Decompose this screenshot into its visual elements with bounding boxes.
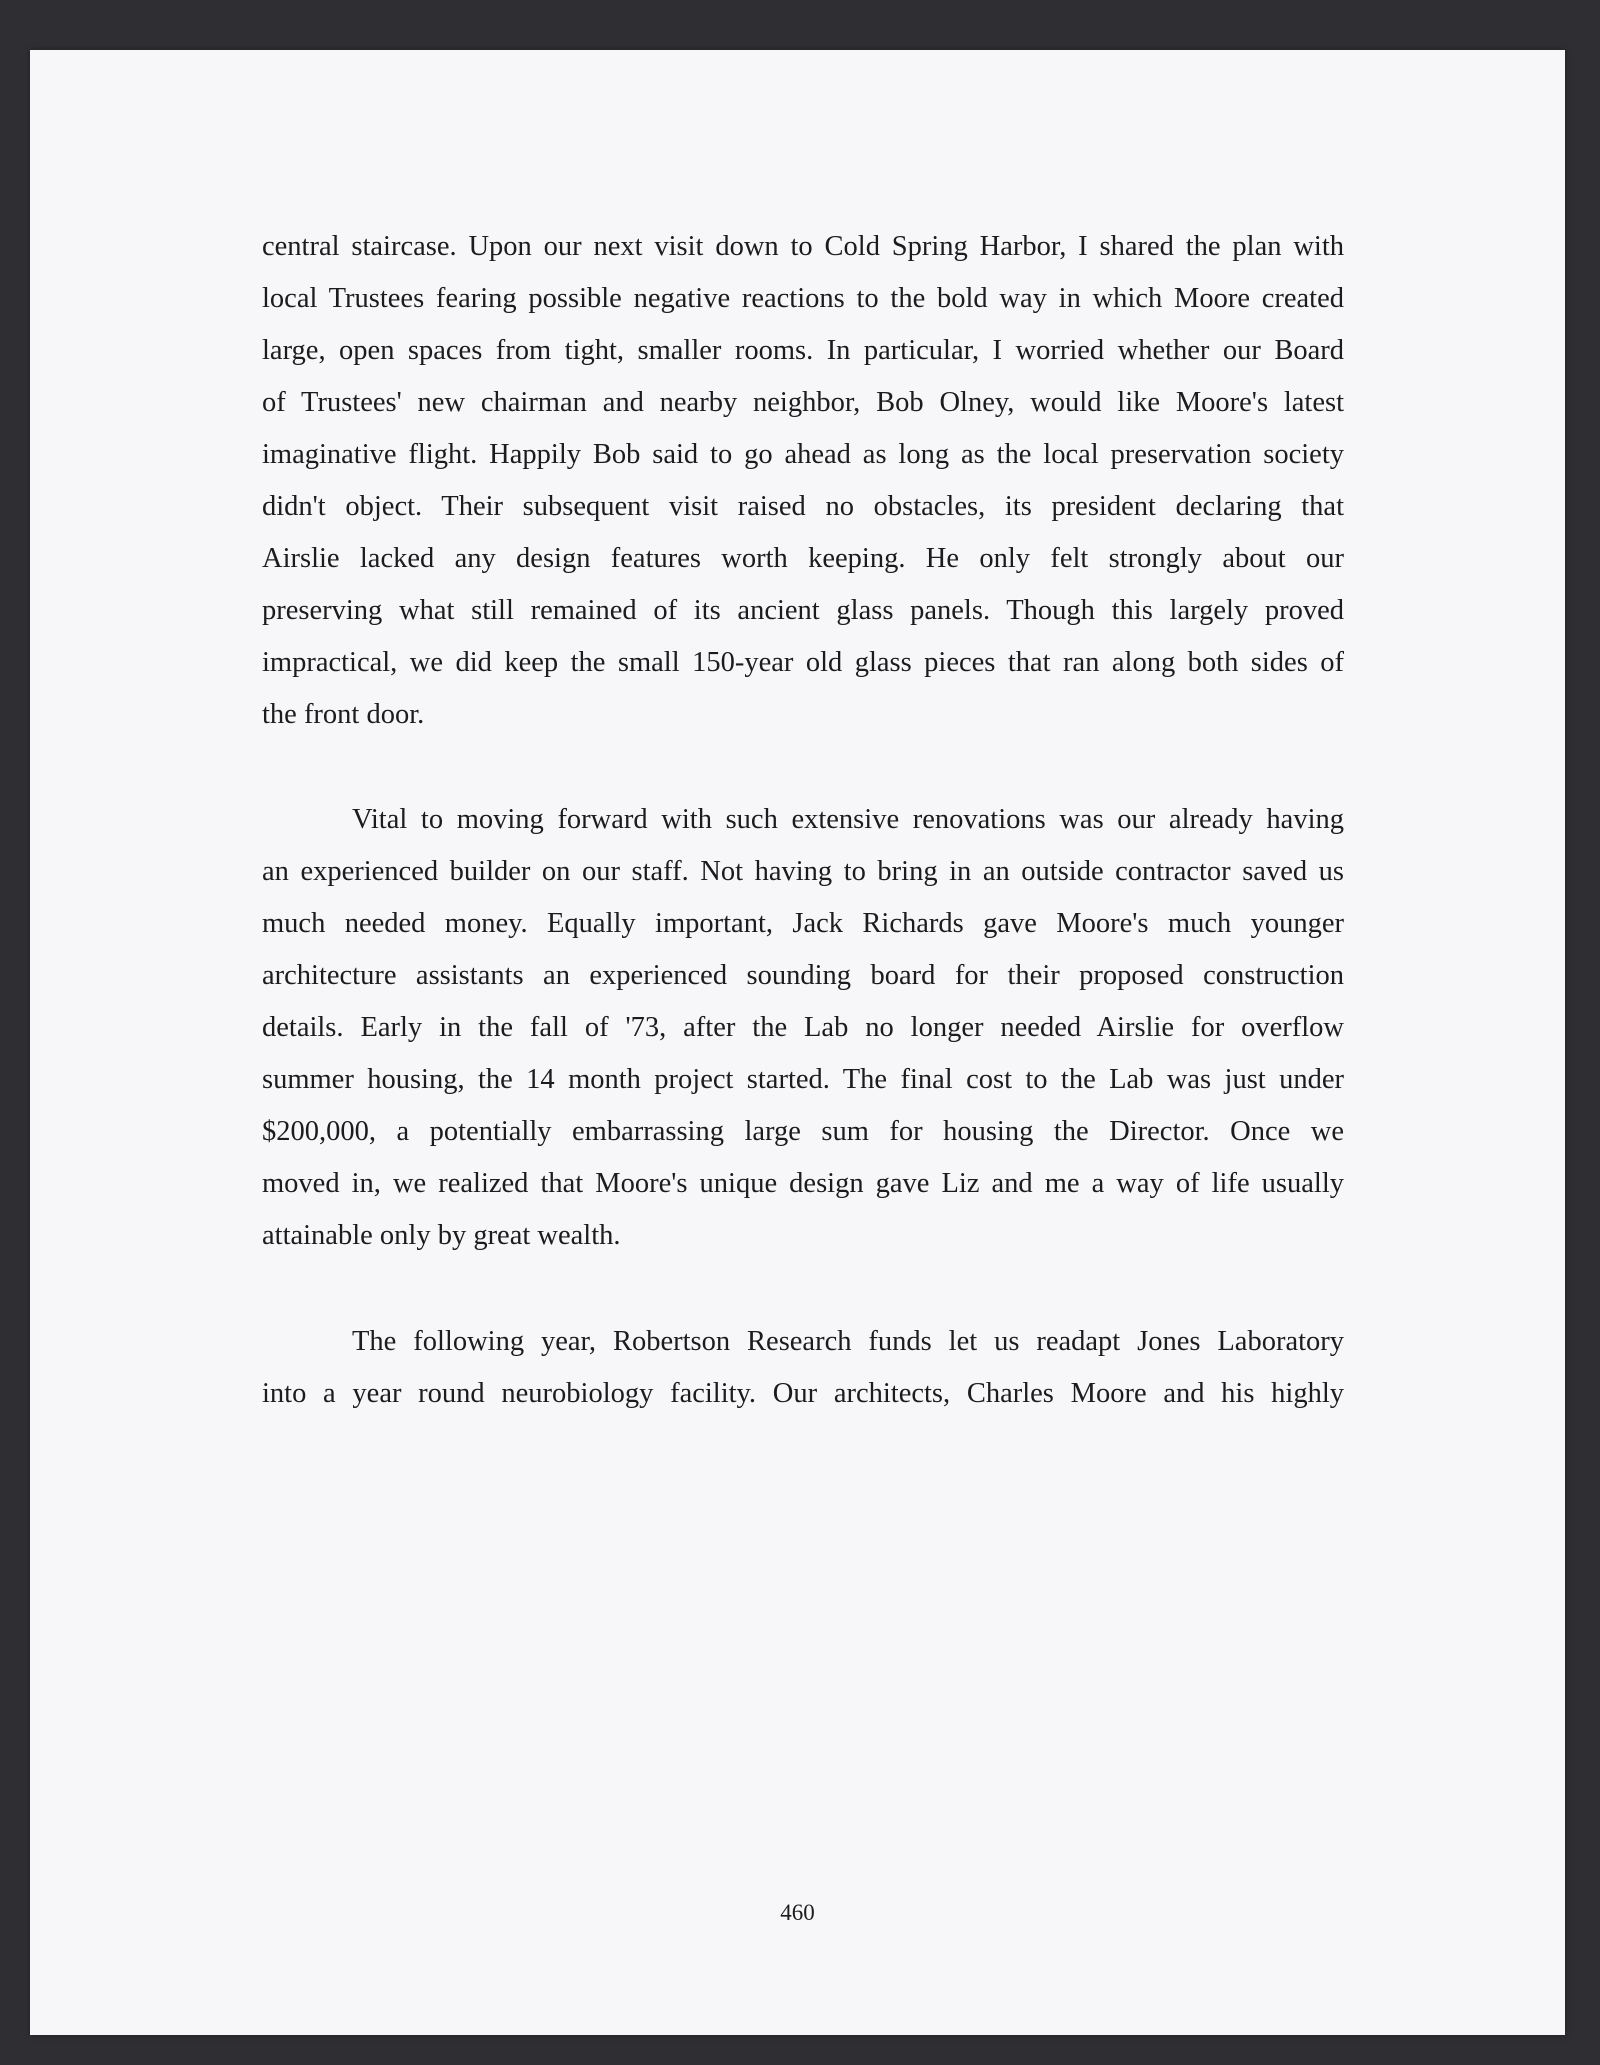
text-line: into a year round neurobiology facility. Our architects, Charles Moore and his highly	[262, 1378, 1344, 1409]
text-line: architecture assistants an experienced sounding board for their proposed construction	[262, 960, 1344, 991]
text-line: The following year, Robertson Research funds let us readapt Jones Laboratory	[352, 1326, 1344, 1357]
text-line: Vital to moving forward with such extensive renovations was our already having	[352, 804, 1344, 835]
text-line: moved in, we realized that Moore's unique design gave Liz and me a way of life usually	[262, 1168, 1344, 1199]
text-line: central staircase. Upon our next visit down to Cold Spring Harbor, I shared the plan with	[262, 231, 1344, 262]
text-line: Airslie lacked any design features worth keeping. He only felt strongly about our	[262, 543, 1344, 574]
text-line: of Trustees' new chairman and nearby neighbor, Bob Olney, would like Moore's latest	[262, 387, 1344, 418]
text-line: details. Early in the fall of '73, after the Lab no longer needed Airslie for overflow	[262, 1012, 1344, 1043]
text-line: impractical, we did keep the small 150-year old glass pieces that ran along both sides of	[262, 647, 1344, 678]
text-line: $200,000, a potentially embarrassing large sum for housing the Director. Once we	[262, 1116, 1344, 1147]
text-line: summer housing, the 14 month project started. The final cost to the Lab was just under	[262, 1064, 1344, 1095]
document-page	[30, 50, 1565, 2035]
text-line: local Trustees fearing possible negative reactions to the bold way in which Moore created	[262, 283, 1344, 314]
page-number: 460	[780, 1900, 815, 1925]
text-line: imaginative flight. Happily Bob said to go ahead as long as the local preservation society	[262, 439, 1344, 470]
text-line: didn't object. Their subsequent visit raised no obstacles, its president declaring that	[262, 491, 1344, 522]
text-line: the front door.	[262, 699, 425, 730]
text-line: attainable only by great wealth.	[262, 1220, 621, 1251]
text-line: large, open spaces from tight, smaller rooms. In particular, I worried whether our Board	[262, 335, 1344, 366]
text-line: an experienced builder on our staff. Not having to bring in an outside contractor saved us	[262, 856, 1344, 887]
text-line: much needed money. Equally important, Jack Richards gave Moore's much younger	[262, 908, 1344, 939]
text-line: preserving what still remained of its ancient glass panels. Though this largely proved	[262, 595, 1344, 626]
